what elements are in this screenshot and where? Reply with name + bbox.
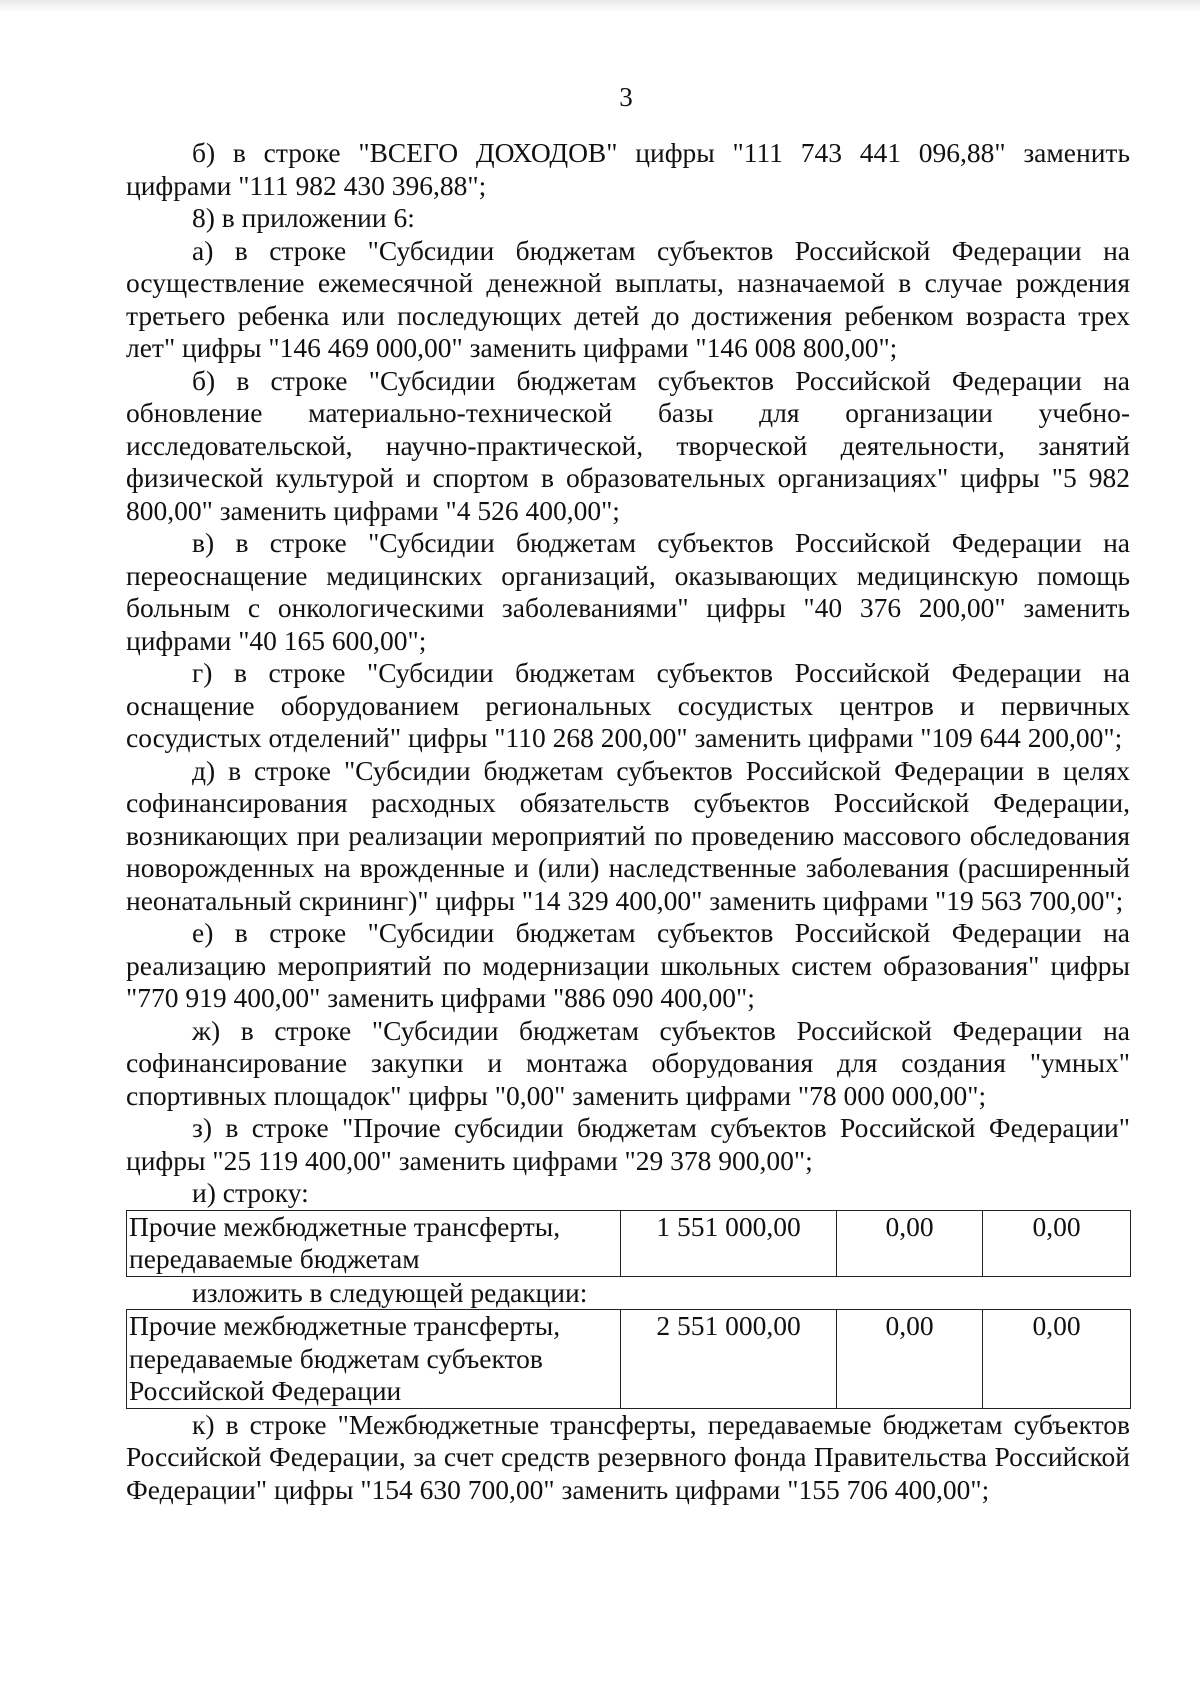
scan-edge	[0, 0, 1200, 12]
paragraph-item-a: а) в строке "Субсидии бюджетам субъектов Российской Федерации на осуществление ежемесячной денежной выплаты, назначаемой в случае рождения третьего ребенка или последующих детей до достижения ребенком возраста трех лет" цифры "146 469 000,00" заменить цифрами "146 008 800,00";	[126, 234, 1130, 363]
paragraph-appendix-6: 8) в приложении 6:	[192, 202, 415, 233]
paragraph-item-b: б) в строке "Субсидии бюджетам субъектов Российской Федерации на обновление материально-технической базы для организации учебно-исследовательской, научно-практической, творческой деятельности, занятий физической культурой и спортом в образовательных организациях" цифры "5 982 800,00" заменить цифрами "4 526 400,00";	[126, 364, 1130, 526]
table-cell-value: 0,00	[837, 1310, 983, 1409]
paragraph-item-e: е) в строке "Субсидии бюджетам субъектов Российской Федерации на реализацию мероприятий по модернизации школьных систем образования" цифры "770 919 400,00" заменить цифрами "886 090 400,00";	[126, 917, 1130, 1013]
table-cell-value: 0,00	[983, 1310, 1131, 1409]
paragraph-item-g: г) в строке "Субсидии бюджетам субъектов Российской Федерации на оснащение оборудованием региональных сосудистых центров и первичных сосудистых отделений" цифры "110 268 200,00" заменить цифрами "109 644 200,00";	[126, 657, 1130, 753]
table-cell-value: 0,00	[837, 1210, 983, 1276]
paragraph-item-d: д) в строке "Субсидии бюджетам субъектов Российской Федерации в целях софинансирования расходных обязательств субъектов Российской Федерации, возникающих при реализации мероприятий по проведению массового обследования новорожденных на врожденные и (или) наследственные заболевания (расширенный неонатальный скрининг)" цифры "14 329 400,00" заменить цифрами "19 563 700,00";	[126, 754, 1130, 916]
table-cell-value: 0,00	[983, 1210, 1131, 1276]
label-new-version: изложить в следующей редакции:	[192, 1276, 588, 1308]
table-row	[127, 1310, 1131, 1409]
table-cell-name: Прочие межбюджетные трансферты, передаваемые бюджетам	[127, 1210, 621, 1276]
page-number: 3	[619, 82, 633, 112]
table-row	[127, 1210, 1131, 1276]
document-body	[126, 137, 1130, 1506]
paragraph-item-zh: ж) в строке "Субсидии бюджетам субъектов Российской Федерации на софинансирование закупки и монтажа оборудования для создания "умных" спортивных площадок" цифры "0,00" заменить цифрами "78 000 000,00";	[126, 1014, 1130, 1111]
paragraph-total-income: б) в строке "ВСЕГО ДОХОДОВ" цифры "111 743 441 096,88" заменить цифрами "111 982 430 396,88";	[126, 137, 1130, 201]
paragraph-item-z: з) в строке "Прочие субсидии бюджетам субъектов Российской Федерации" цифры "25 119 400,00" заменить цифрами "29 378 900,00";	[126, 1112, 1130, 1176]
old-row-table	[126, 1210, 1131, 1277]
table-cell-value: 2 551 000,00	[621, 1310, 837, 1409]
table-cell-value: 1 551 000,00	[621, 1210, 837, 1276]
table-cell-name: Прочие межбюджетные трансферты, передаваемые бюджетам субъектов Российской Федерации	[127, 1310, 621, 1409]
new-row-table	[126, 1309, 1131, 1409]
label-row: и) строку:	[192, 1177, 309, 1208]
paragraph-item-v: в) в строке "Субсидии бюджетам субъектов Российской Федерации на переоснащение медицинских организаций, оказывающих медицинскую помощь больным с онкологическими заболеваниями" цифры "40 376 200,00" заменить цифрами "40 165 600,00";	[126, 527, 1130, 656]
paragraph-item-k: к) в строке "Межбюджетные трансферты, передаваемые бюджетам субъектов Российской Федерации, за счет средств резервного фонда Правительства Российской Федерации" цифры "154 630 700,00" заменить цифрами "155 706 400,00";	[126, 1408, 1130, 1505]
